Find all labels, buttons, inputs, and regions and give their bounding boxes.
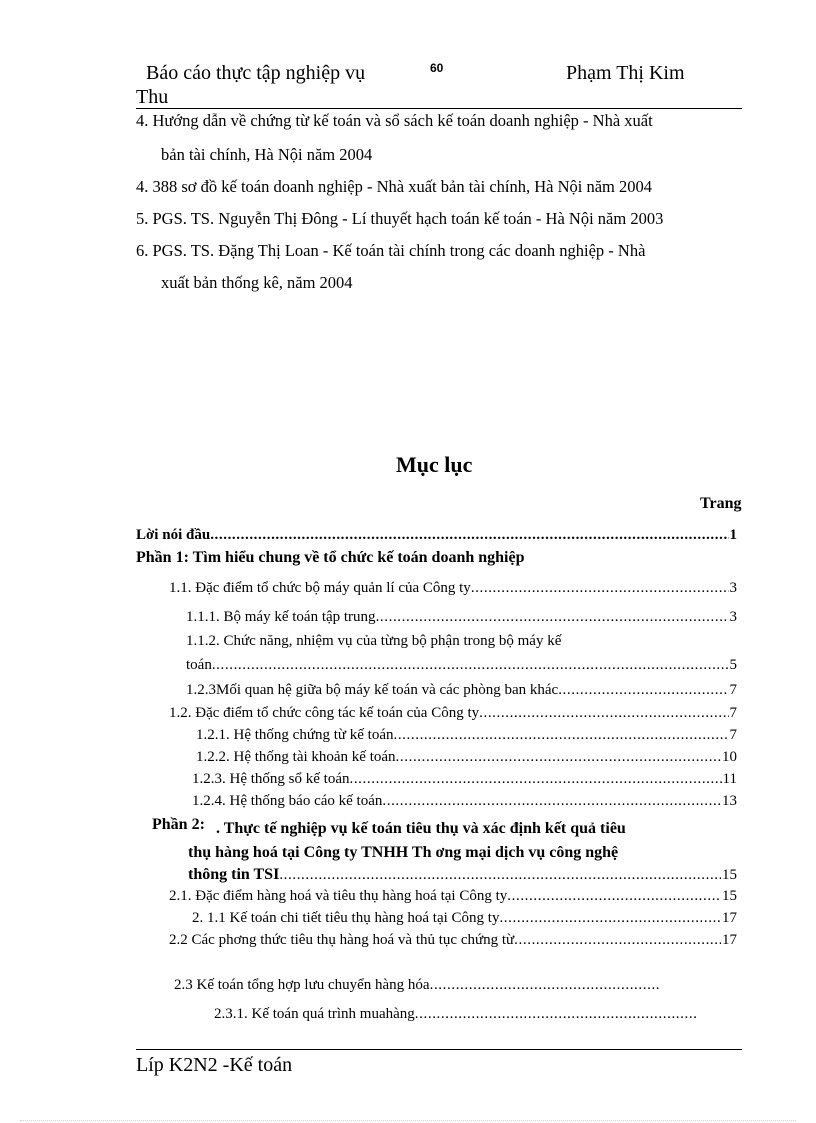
footer-text: Líp K2N2 -Kế toán — [136, 1054, 293, 1076]
page-edge — [20, 1120, 796, 1121]
toc-entry-text: 1.1. Đặc điểm tổ chức bộ máy quản lí của Công ty — [169, 580, 471, 596]
toc-entry[interactable] — [174, 977, 660, 994]
toc-page-label: Trang — [700, 495, 742, 512]
toc-entry[interactable] — [186, 609, 737, 626]
toc-section-heading[interactable]: Phần 1: Tìm hiểu chung về tổ chức kế toán doanh nghiệp — [136, 549, 525, 566]
page-number: 60 — [430, 61, 444, 75]
footer-rule — [136, 1049, 742, 1050]
toc-leader — [558, 682, 728, 699]
toc-part2-label: Phần 2: — [152, 816, 205, 833]
toc-entry-page: 17 — [722, 910, 737, 926]
header-rule — [136, 108, 742, 109]
toc-leader — [479, 705, 728, 722]
toc-entry[interactable] — [169, 932, 737, 949]
header-title: Báo cáo thực tập nghiệp vụ — [146, 62, 366, 84]
toc-entry-text: 1.2. Đặc điểm tổ chức công tác kế toán của Công ty — [169, 705, 480, 721]
toc-leader — [396, 749, 721, 766]
toc-section-heading[interactable]: . Thực tế nghiệp vụ kế toán tiêu thụ và xác định kết quả tiêu — [216, 820, 626, 837]
toc-entry[interactable] — [188, 866, 737, 884]
toc-entry-text: 1.2.4. Hệ thống báo cáo kế toán — [192, 793, 383, 809]
toc-entry[interactable] — [169, 580, 737, 597]
toc-entry[interactable] — [169, 888, 737, 905]
toc-entry-page: 3 — [729, 580, 737, 596]
toc-entry-page: 10 — [722, 749, 737, 765]
header-author: Phạm Thị Kim — [566, 62, 685, 84]
toc-leader — [507, 888, 721, 905]
toc-leader — [499, 910, 721, 927]
reference-item: 4. Hướng dẫn về chứng từ kế toán và sổ sách kế toán doanh nghiệp - Nhà xuất — [136, 111, 653, 130]
toc-entry-page: 17 — [722, 932, 737, 948]
toc-entry[interactable] — [169, 705, 737, 722]
toc-entry[interactable] — [186, 682, 737, 699]
reference-item-continued: bản tài chính, Hà Nội năm 2004 — [161, 145, 373, 164]
toc-entry-page: 15 — [722, 867, 737, 883]
toc-leader — [514, 932, 721, 949]
toc-leader — [279, 867, 721, 884]
reference-item-continued: xuất bản thống kê, năm 2004 — [161, 273, 353, 292]
toc-entry-text: 1.2.2. Hệ thống tài khoản kế toán — [196, 749, 396, 765]
toc-entry-page: 7 — [729, 705, 737, 721]
reference-item: 6. PGS. TS. Đặng Thị Loan - Kế toán tài chính trong các doanh nghiệp - Nhà — [136, 241, 646, 260]
toc-entry-page: 3 — [729, 609, 737, 625]
toc-entry-text: thông tin TSI — [188, 866, 280, 883]
toc-leader — [349, 771, 721, 788]
toc-entry[interactable] — [192, 910, 737, 927]
toc-entry-text: 1.1.1. Bộ máy kế toán tập trung — [186, 609, 376, 625]
toc-leader — [471, 580, 729, 597]
toc-leader — [393, 727, 728, 744]
toc-entry-text: 2.2 Các phơng thức tiêu thụ hàng hoá và thủ tục chứng từ — [169, 932, 515, 948]
toc-entry-text: 2.3.1. Kế toán quá trình muahàng — [214, 1006, 415, 1022]
toc-entry-text: toán — [186, 657, 212, 673]
toc-entry-page: 11 — [722, 771, 737, 787]
toc-entry-text: 2.3 Kế toán tổng hợp lưu chuyển hàng hóa — [174, 977, 430, 993]
toc-entry[interactable] — [186, 657, 737, 674]
reference-item: 4. 388 sơ đồ kế toán doanh nghiệp - Nhà xuất bản tài chính, Hà Nội năm 2004 — [136, 177, 652, 196]
toc-entry-text: 1.2.1. Hệ thống chứng từ kế toán — [196, 727, 394, 743]
toc-entry[interactable] — [192, 771, 737, 788]
toc-entry-page: 1 — [729, 527, 737, 543]
toc-leader — [382, 793, 721, 810]
toc-entry-page: 5 — [729, 657, 737, 673]
toc-leader — [415, 1006, 696, 1023]
toc-entry-text: 1.2.3. Hệ thống sổ kế toán — [192, 771, 350, 787]
toc-entry[interactable] — [196, 749, 737, 766]
toc-leader — [376, 609, 729, 626]
toc-entry[interactable] — [192, 793, 737, 810]
toc-entry-text: 1.2.3Mối quan hệ giữa bộ máy kế toán và các phòng ban khác — [186, 682, 559, 698]
header-author-wrap: Thu — [136, 86, 169, 108]
toc-entry[interactable] — [196, 727, 737, 744]
toc-leader — [430, 977, 660, 994]
toc-section-heading[interactable]: thụ hàng hoá tại Công ty TNHH Th ơng mại dịch vụ công nghệ — [188, 844, 619, 861]
toc-entry-text: 2.1. Đặc điểm hàng hoá và tiêu thụ hàng hoá tại Công ty — [169, 888, 508, 904]
toc-title: Mục lục — [396, 452, 473, 477]
toc-entry-page: 13 — [722, 793, 737, 809]
toc-leader — [210, 527, 728, 544]
toc-entry-page: 7 — [729, 727, 737, 743]
toc-entry-page: 7 — [729, 682, 737, 698]
toc-entry-text: Lời nói đầu — [136, 527, 211, 543]
toc-entry-text: 2. 1.1 Kế toán chi tiết tiêu thụ hàng hoá tại Công ty — [192, 910, 500, 926]
toc-entry-page: 15 — [722, 888, 737, 904]
toc-entry[interactable] — [214, 1006, 696, 1023]
toc-entry-text[interactable]: 1.1.2. Chức năng, nhiệm vụ của từng bộ phận trong bộ máy kế — [186, 633, 562, 649]
toc-leader — [212, 657, 729, 674]
toc-entry[interactable] — [136, 527, 737, 544]
reference-item: 5. PGS. TS. Nguyễn Thị Đông - Lí thuyết hạch toán kế toán - Hà Nội năm 2003 — [136, 209, 664, 228]
